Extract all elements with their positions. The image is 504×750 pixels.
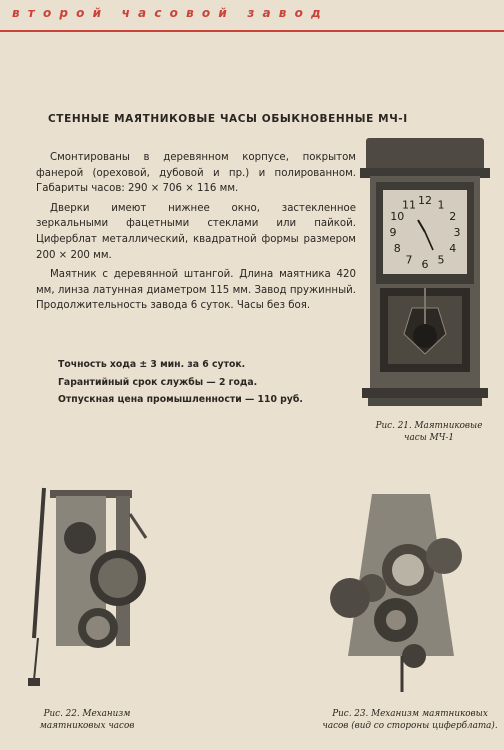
figure-21-caption: Рис. 21. Маятниковые часы МЧ-1	[375, 421, 483, 443]
paragraph-doors: Дверки имеют нижнее окно, застекленное зеркальными фацетными стеклами или пайкой. Циферблат металлический, квадратной формы размером 200 × 200 мм.	[36, 202, 356, 261]
header-bar	[0, 0, 504, 32]
article-title: СТЕННЫЕ МАЯТНИКОВЫЕ ЧАСЫ ОБЫКНОВЕННЫЕ МЧ-I	[48, 113, 408, 125]
figure-22-caption: Рис. 22. Механизм маятниковых часов	[39, 709, 135, 731]
dial-numeral: 8	[393, 242, 401, 255]
dial-numeral: 12	[418, 194, 432, 207]
dial-numeral: 11	[402, 198, 416, 212]
paragraph-casing: Смонтированы в деревянном корпусе, покрытом фанерой (ореховой, дубовой и пр.) и полированном. Габариты часов: 290 × 706 × 116 мм.	[36, 152, 356, 195]
dial-numeral: 2	[449, 210, 457, 223]
spec-warranty: Гарантийный срок службы — 2 года.	[58, 376, 258, 388]
dial-numeral: 5	[437, 253, 445, 267]
dial-numeral: 3	[453, 226, 461, 239]
figure-23-caption: Рис. 23. Механизм маятниковых часов (вид со стороны циферблата).	[322, 709, 498, 731]
paragraph-pendulum: Маятник с деревянной штангой. Длина маятника 420 мм, линза латунная диаметром 115 мм. Завод пружинный. Продолжительность завода 6 суток. Часы без боя.	[36, 269, 356, 312]
header-title: второй часовой завод	[12, 6, 329, 20]
dial-numeral: 6	[421, 258, 429, 271]
mechanism-front-figure	[330, 488, 480, 700]
wall-clock-figure	[356, 138, 494, 416]
spec-accuracy: Точность хода ± 3 мин. за 6 суток.	[58, 359, 246, 370]
dial-numeral: 1	[437, 198, 445, 212]
dial-numeral: 4	[449, 242, 457, 255]
article-body	[36, 150, 356, 318]
mechanism-side-figure	[20, 478, 160, 703]
dial-numeral: 7	[405, 253, 413, 267]
specs-list	[58, 356, 358, 409]
spec-price: Отпускная цена промышленности — 110 руб.	[58, 394, 303, 405]
dial-numeral: 10	[390, 210, 405, 223]
dial-numeral: 9	[389, 226, 397, 239]
